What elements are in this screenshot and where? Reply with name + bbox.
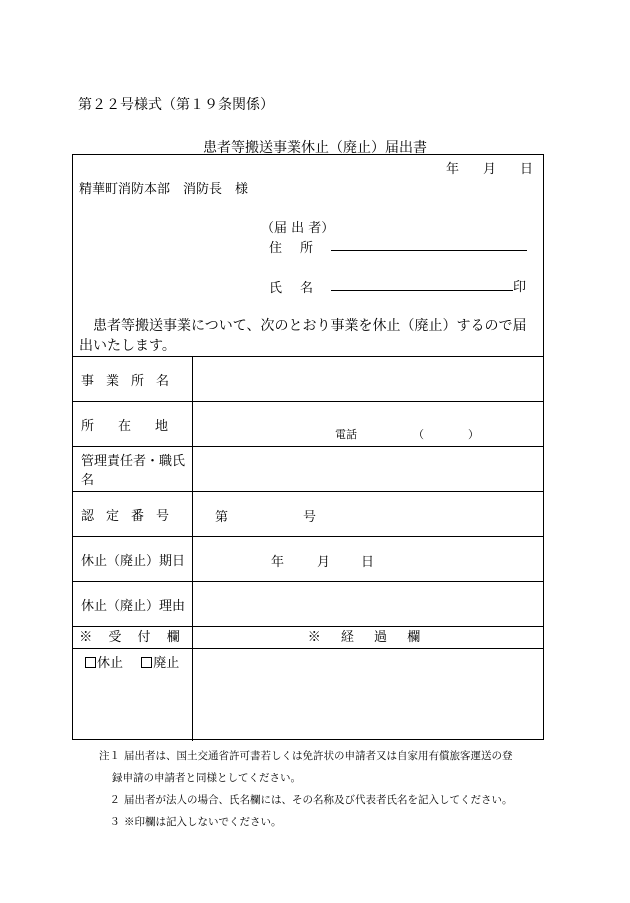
name-field[interactable]	[331, 290, 513, 291]
date-month: 月	[482, 162, 498, 177]
address-label: 住所	[269, 241, 332, 256]
reception-header: ※ 受 付 欄	[73, 627, 193, 648]
pause-checkbox[interactable]	[85, 657, 96, 668]
submission-date	[424, 158, 535, 177]
suspension-reason-label: 休止（廃止）理由	[73, 582, 193, 626]
note-number: ２	[109, 794, 120, 806]
note-item	[90, 745, 570, 767]
phone-parentheses: （ ）	[413, 428, 479, 441]
reception-cell	[73, 649, 193, 741]
phone-label: 電話	[335, 428, 357, 441]
table-row-office-use	[73, 649, 543, 741]
addressee: 精華町消防本部 消防長 様	[79, 182, 249, 197]
table-row-suspension-reason	[73, 582, 543, 627]
name-label: 氏名	[269, 281, 332, 296]
form-number: 第２２号様式（第１９条関係）	[78, 97, 274, 113]
office-name-label: 事業所名	[73, 357, 193, 401]
note-item	[90, 789, 570, 811]
table-row-location	[73, 402, 543, 447]
table-row-office-name	[73, 357, 543, 402]
address-field[interactable]	[331, 250, 527, 251]
suspension-month: 月	[317, 555, 331, 570]
table-row-certification	[73, 492, 543, 537]
note-text: 届出者は、国土交通省許可書若しくは免許状の申請者又は自家用有償旅客運送の登	[124, 750, 513, 762]
table-row-manager	[73, 447, 543, 492]
notes	[90, 745, 570, 833]
form-frame	[72, 154, 544, 740]
table-row-suspension-date	[73, 537, 543, 582]
note-number: 注１	[99, 750, 120, 762]
location-field[interactable]	[193, 402, 543, 446]
manager-label: 管理責任者・職氏名	[73, 447, 193, 491]
certification-label: 認定番号	[73, 492, 193, 536]
note-number: ３	[109, 816, 120, 828]
certification-prefix: 第	[215, 510, 229, 525]
pause-checkbox-label: 休止	[97, 656, 124, 671]
progress-header: ※ 経 過 欄	[307, 630, 429, 645]
manager-field[interactable]	[193, 447, 543, 491]
abolish-checkbox[interactable]	[141, 657, 152, 668]
suspension-date-field[interactable]	[193, 537, 543, 581]
note-continuation	[90, 767, 570, 789]
date-day: 日	[519, 162, 535, 177]
note-text: 録申請の申請者と同様としてください。	[112, 772, 301, 784]
suspension-year: 年	[271, 555, 285, 570]
applicant-heading: （届 出 者）	[261, 221, 335, 236]
details-table	[73, 356, 543, 741]
note-item	[90, 811, 570, 833]
statement-text: 患者等搬送事業について、次のとおり事業を休止（廃止）するので届出いたします。	[79, 318, 527, 354]
certification-field[interactable]	[193, 492, 543, 536]
date-year: 年	[445, 162, 461, 177]
office-name-field[interactable]	[193, 357, 543, 401]
suspension-day: 日	[361, 555, 375, 570]
suspension-reason-field[interactable]	[193, 582, 543, 626]
table-row-office-use-header	[73, 627, 543, 649]
note-text: 届出者が法人の場合、氏名欄には、その名称及び代表者氏名を記入してください。	[124, 794, 513, 806]
note-text: ※印欄は記入しないでください。	[124, 816, 282, 828]
seal-mark: 印	[513, 280, 527, 295]
document-title: 患者等搬送事業休止（廃止）届出書	[203, 140, 427, 156]
certification-suffix: 号	[303, 510, 317, 525]
location-label: 所在地	[73, 402, 193, 446]
suspension-date-label: 休止（廃止）期日	[73, 537, 193, 581]
abolish-checkbox-label: 廃止	[153, 656, 180, 671]
